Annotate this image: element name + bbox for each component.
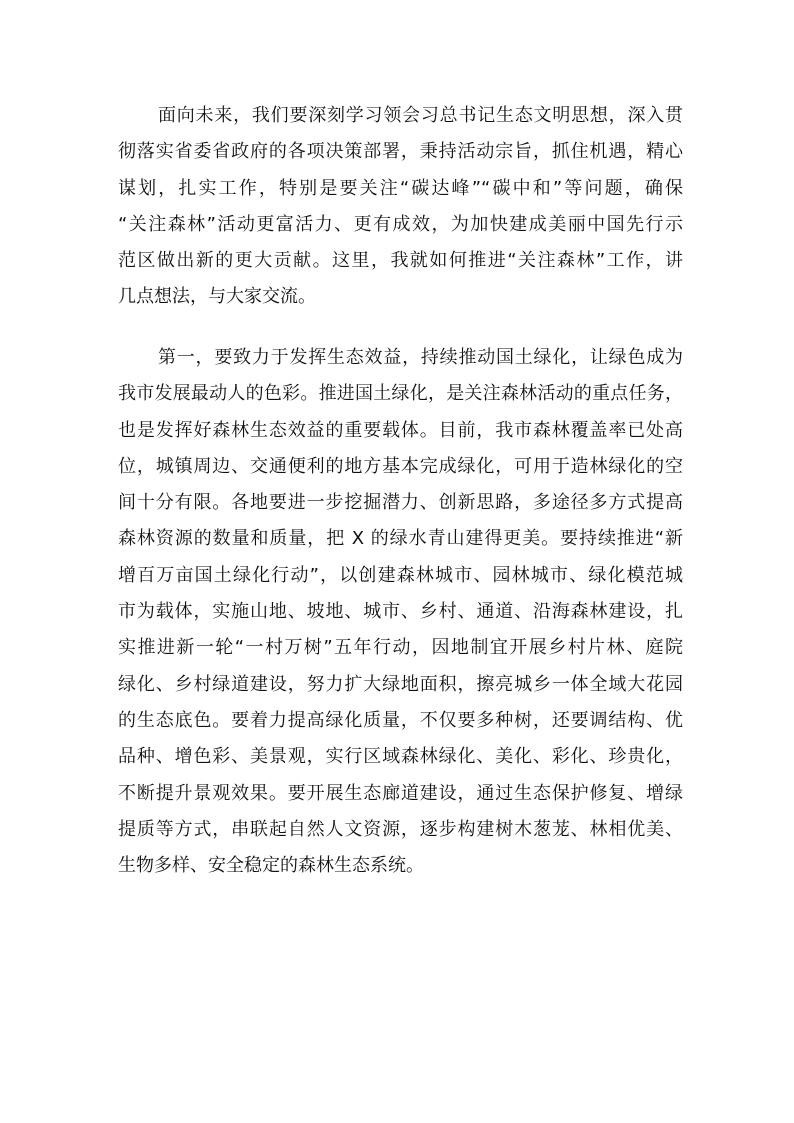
- text-line: 品种、增色彩、美景观，实行区域森林绿化、美化、彩化、珍贵化，: [118, 746, 683, 768]
- text-line: 提质等方式，串联起自然人文资源，逐步构建树木葱茏、林相优美、: [118, 818, 683, 840]
- text-line: 我市发展最动人的色彩。推进国土绿化，是关注森林活动的重点任务，: [118, 383, 683, 405]
- paragraph-first-point: [118, 340, 683, 884]
- paragraph-intro: [118, 98, 683, 316]
- text-line: “关注森林”活动更富活力、更有成效，为加快建成美丽中国先行示: [118, 213, 683, 235]
- text-line: 实推进新一轮“一村万树”五年行动，因地制宜开展乡村片林、庭院: [118, 637, 683, 659]
- text-line: 生物多样、安全稳定的森林生态系统。: [118, 855, 424, 877]
- text-line: 第一，要致力于发挥生态效益，持续推动国土绿化，让绿色成为: [158, 347, 683, 368]
- text-line: 范区做出新的更大贡献。这里，我就如何推进“关注森林”工作，讲: [118, 250, 683, 272]
- text-line: 谋划，扎实工作，特别是要关注“碳达峰”“碳中和”等问题，确保: [118, 177, 683, 199]
- text-line: 几点想法，与大家交流。: [118, 286, 316, 308]
- text-line: 位，城镇周边、交通便利的地方基本完成绿化，可用于造林绿化的空: [118, 455, 683, 477]
- text-line: 森林资源的数量和质量，把 X 的绿水青山建得更美。要持续推进“新: [118, 528, 683, 550]
- text-line: 增百万亩国土绿化行动”，以创建森林城市、园林城市、绿化模范城: [118, 564, 683, 586]
- text-line: 面向未来，我们要深刻学习领会习总书记生态文明思想，深入贯: [158, 105, 683, 126]
- text-line: 彻落实省委省政府的各项决策部署，秉持活动宗旨，抓住机遇，精心: [118, 141, 683, 163]
- text-line: 绿化、乡村绿道建设，努力扩大绿地面积，擦亮城乡一体全域大花园: [118, 673, 683, 695]
- text-line: 市为载体，实施山地、坡地、城市、乡村、通道、沿海森林建设，扎: [118, 601, 683, 623]
- text-line: 不断提升景观效果。要开展生态廊道建设，通过生态保护修复、增绿: [118, 782, 683, 804]
- text-line: 间十分有限。各地要进一步挖掘潜力、创新思路，多途径多方式提高: [118, 492, 683, 514]
- text-line: 也是发挥好森林生态效益的重要载体。目前，我市森林覆盖率已处高: [118, 419, 683, 441]
- text-line: 的生态底色。要着力提高绿化质量，不仅要多种树，还要调结构、优: [118, 709, 683, 731]
